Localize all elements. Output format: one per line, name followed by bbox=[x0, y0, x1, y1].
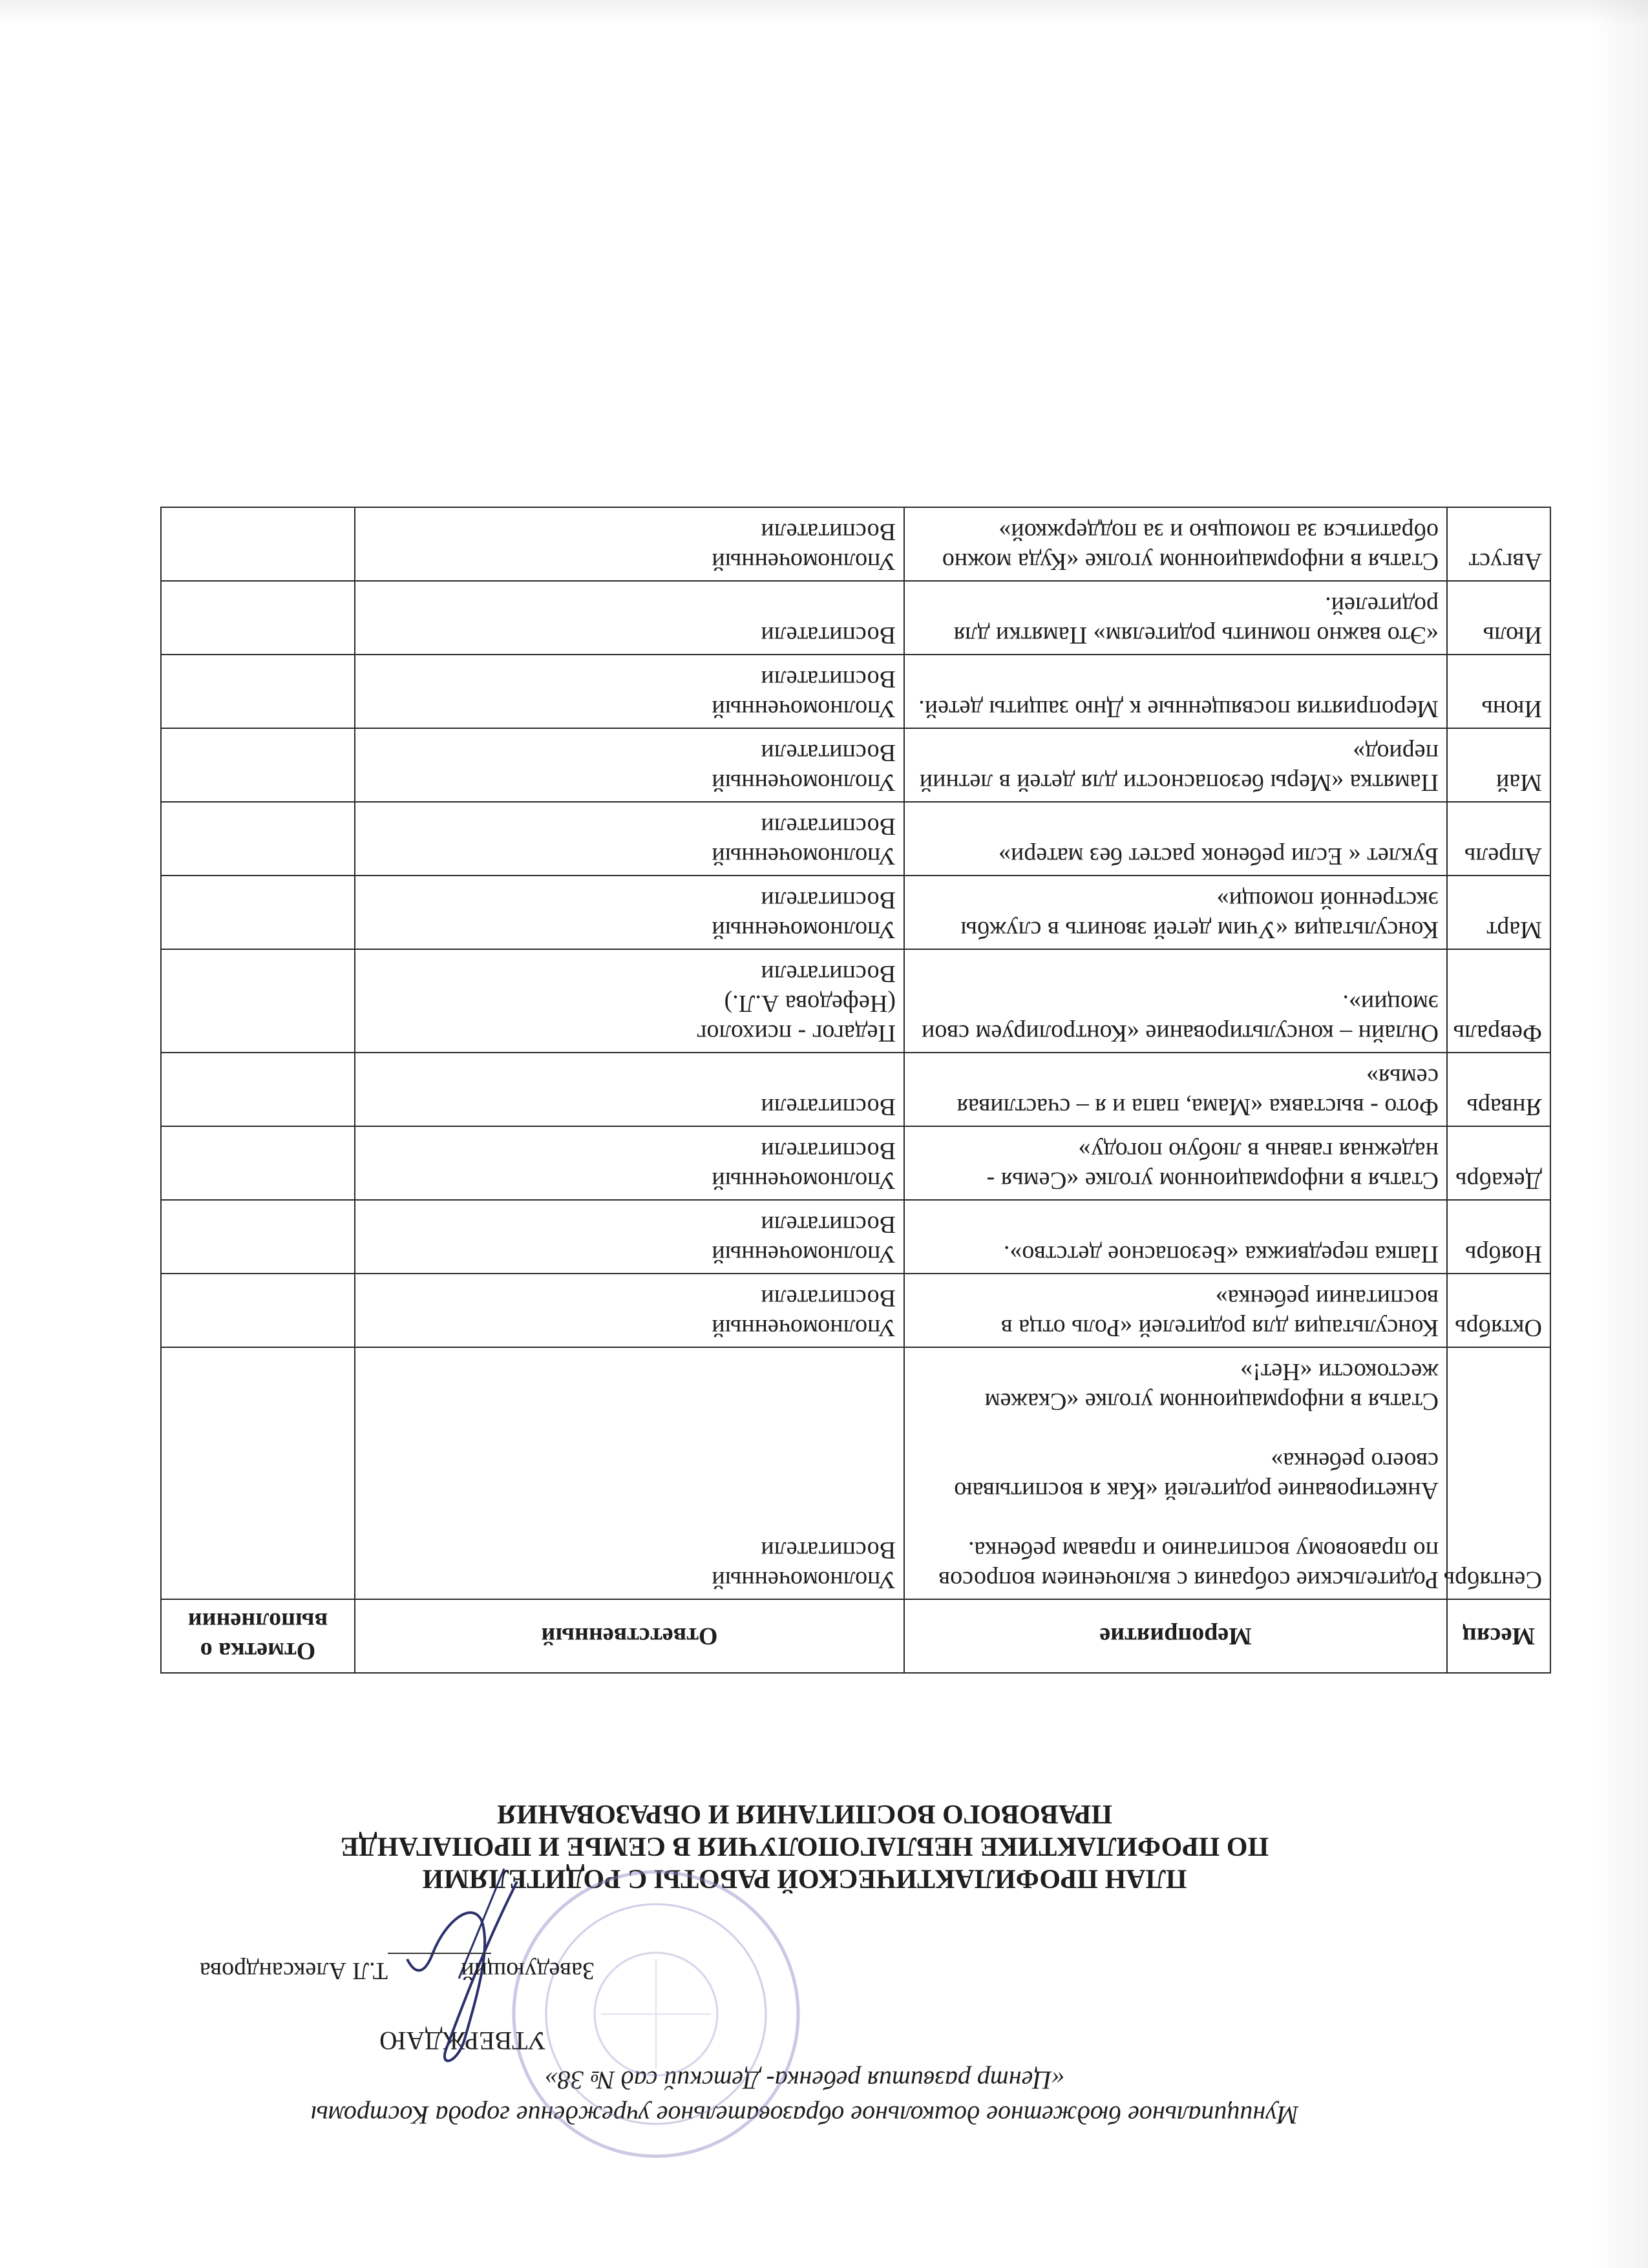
mark-cell bbox=[161, 1126, 355, 1200]
mark-cell bbox=[161, 581, 355, 655]
responsible-cell: Воспитатели bbox=[355, 581, 904, 655]
table-row bbox=[161, 1347, 1550, 1599]
approve-label: УТВЕРЖДАЮ bbox=[379, 2026, 546, 2055]
responsible-cell: Уполномоченный Воспитатели bbox=[355, 1274, 904, 1347]
event-cell: Памятка «Меры безопасности для детей в летний период» bbox=[904, 728, 1447, 802]
mark-cell bbox=[161, 655, 355, 728]
column-header-mark: Отметка о выполнении bbox=[161, 1599, 355, 1673]
table-row bbox=[161, 728, 1550, 802]
mark-cell bbox=[161, 802, 355, 876]
month-cell: Октябрь bbox=[1447, 1274, 1550, 1347]
table-row bbox=[161, 1274, 1550, 1347]
month-cell: Ноябрь bbox=[1447, 1200, 1550, 1274]
plan-title-line: ПЛАН ПРОФИЛАКТИЧЕСКОЙ РАБОТЫ С РОДИТЕЛЯМИ bbox=[422, 1864, 1187, 1893]
table-row bbox=[161, 1126, 1550, 1200]
plan-table bbox=[160, 507, 1551, 1674]
mark-cell bbox=[161, 507, 355, 581]
event-cell: Папка передвижка «Безопасное детство». bbox=[904, 1200, 1447, 1274]
month-cell: Май bbox=[1447, 728, 1550, 802]
event-cell: Родительские собрания с включением вопросов по правовому воспитанию и правам ребенка. Анкетирование родителей «Как я воспитываю своего ребенка» Статья в информационном уголке «Скажем жестокости «Нет!» bbox=[904, 1347, 1447, 1599]
month-cell: Июль bbox=[1447, 581, 1550, 655]
table-row bbox=[161, 949, 1550, 1053]
responsible-cell: Педагог - психолог (Нефедова А.Л.) Воспитатели bbox=[355, 949, 904, 1053]
column-header-event: Мероприятие bbox=[904, 1599, 1447, 1673]
table-row bbox=[161, 581, 1550, 655]
mark-cell bbox=[161, 1053, 355, 1126]
plan-title-line: ПРАВОВОГО ВОСПИТАНИЯ И ОБРАЗОВАНИЯ bbox=[496, 1799, 1113, 1829]
mark-cell bbox=[161, 949, 355, 1053]
event-cell: «Это важно помнить родителям» Памятки для родителей. bbox=[904, 581, 1447, 655]
table-row bbox=[161, 1200, 1550, 1274]
responsible-cell: Уполномоченный Воспитатели bbox=[355, 876, 904, 949]
month-cell: Август bbox=[1447, 507, 1550, 581]
column-header-month: Месяц bbox=[1447, 1599, 1550, 1673]
responsible-cell: Уполномоченный Воспитатели bbox=[355, 507, 904, 581]
responsible-cell: Уполномоченный Воспитатели bbox=[355, 1200, 904, 1274]
document-header bbox=[110, 1798, 1499, 2132]
responsible-cell: Уполномоченный Воспитатели bbox=[355, 802, 904, 876]
table-row bbox=[161, 1053, 1550, 1126]
column-header-responsible: Ответственный bbox=[355, 1599, 904, 1673]
event-cell: Статья в информационном уголке «Семья - надежная гавань в любую погоду» bbox=[904, 1126, 1447, 1200]
mark-cell bbox=[161, 1200, 355, 1274]
event-cell: Фото - выставка «Мама, папа и я – счастливая семья» bbox=[904, 1053, 1447, 1126]
event-cell: Онлайн – консультирование «Контролируем свои эмоции». bbox=[904, 949, 1447, 1053]
month-cell: Сентябрь bbox=[1447, 1347, 1550, 1599]
event-cell: Консультация для родителей «Роль отца в воспитании ребенка» bbox=[904, 1274, 1447, 1347]
event-cell: Буклет « Если ребенок растет без матери» bbox=[904, 802, 1447, 876]
table-row bbox=[161, 876, 1550, 949]
month-cell: Март bbox=[1447, 876, 1550, 949]
mark-cell bbox=[161, 728, 355, 802]
responsible-cell: Уполномоченный Воспитатели bbox=[355, 1126, 904, 1200]
responsible-cell: Уполномоченный Воспитатели bbox=[355, 728, 904, 802]
plan-title-line: ПО ПРОФИЛАКТИКЕ НЕБЛАГОПОЛУЧИЯ В СЕМЬЕ И ПРОПАГАНДЕ bbox=[340, 1831, 1269, 1861]
event-cell: Статья в информационном уголке «Куда можно обратиться за помощью и за поддержкой» bbox=[904, 507, 1447, 581]
responsible-cell: Воспитатели bbox=[355, 1053, 904, 1126]
table-row bbox=[161, 507, 1550, 581]
month-cell: Февраль bbox=[1447, 949, 1550, 1053]
organization-name: Муниципальное бюджетное дошкольное образовательное учреждение города Костромы bbox=[310, 2101, 1299, 2130]
table-row bbox=[161, 655, 1550, 728]
month-cell: Январь bbox=[1447, 1053, 1550, 1126]
responsible-cell: Уполномоченный Воспитатели bbox=[355, 1347, 904, 1599]
table-header-row bbox=[161, 1599, 1550, 1673]
month-cell: Апрель bbox=[1447, 802, 1550, 876]
mark-cell bbox=[161, 1274, 355, 1347]
signature-line bbox=[388, 1953, 491, 1954]
organization-subtitle: «Центр развития ребенка- Детский сад № 38» bbox=[544, 2066, 1065, 2095]
event-cell: Мероприятия посвященные к Дню защиты детей. bbox=[904, 655, 1447, 728]
month-cell: Декабрь bbox=[1447, 1126, 1550, 1200]
month-cell: Июнь bbox=[1447, 655, 1550, 728]
head-position-label: Заведующий bbox=[461, 1957, 595, 1984]
approval-block bbox=[110, 1920, 1499, 2056]
event-cell: Консультация «Учим детей звонить в службы экстренной помощи» bbox=[904, 876, 1447, 949]
table-row bbox=[161, 802, 1550, 876]
round-seal-stamp-icon bbox=[504, 1862, 808, 2166]
responsible-cell: Уполномоченный Воспитатели bbox=[355, 655, 904, 728]
mark-cell bbox=[161, 1347, 355, 1599]
mark-cell bbox=[161, 876, 355, 949]
head-name: Т.Л Александрова bbox=[199, 1957, 388, 1984]
